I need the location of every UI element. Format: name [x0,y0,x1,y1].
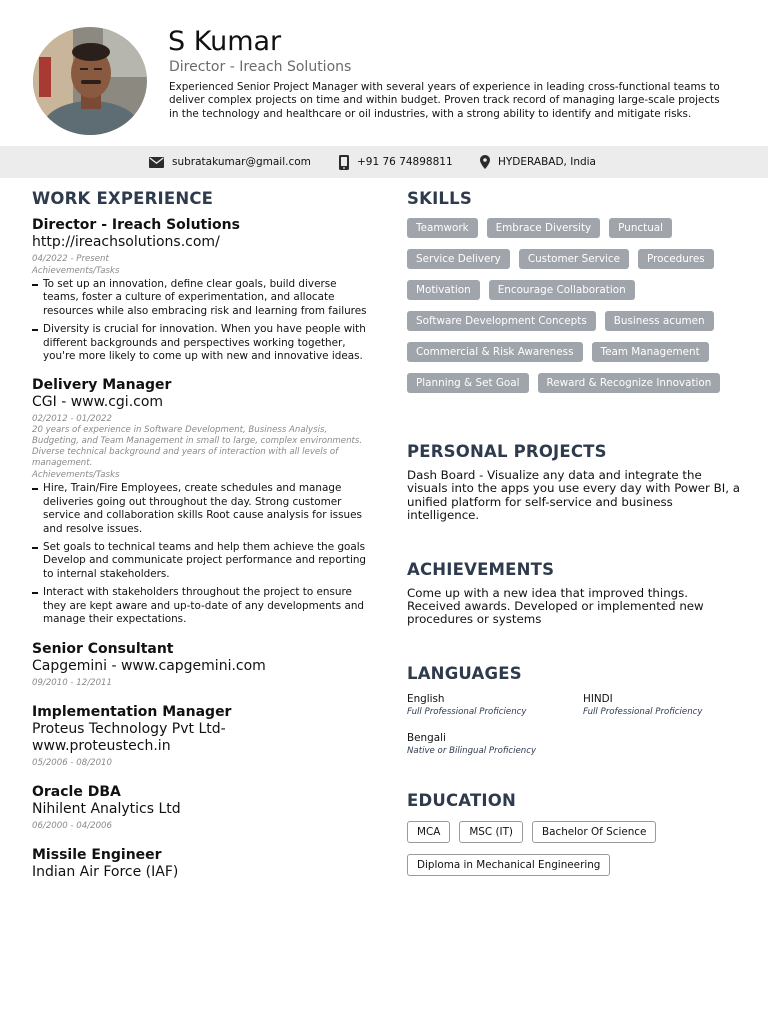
job-company: Nihilent Analytics Ltd [32,800,181,817]
list-item: Hire, Train/Fire Employees, create schedules and manage deliveries going out throughout the day. Strong customer service and collaboration skills Root cause analysis for issues and resolve issues. [32,482,367,536]
job-company[interactable]: http://ireachsolutions.com/ [32,234,220,250]
candidate-role: Director - Ireach Solutions [169,59,352,75]
list-item: To set up an innovation, define clear goals, build diverse teams, foster a culture of experimentation, and allocate resources while also embracing risk and learning from failures [32,278,367,318]
education-title: EDUCATION [407,790,516,810]
job-company: Capgemini - www.capgemini.com [32,657,266,674]
job-date: 05/2006 - 08/2010 [32,757,112,768]
education-tag: MSC (IT) [459,821,523,843]
work-experience-title: WORK EXPERIENCE [32,189,214,208]
achievements-list [32,482,367,626]
languages-list [407,693,742,757]
phone-icon [339,155,349,170]
achievements-list [32,278,367,363]
language-item [407,693,583,718]
skill-tag: Teamwork [407,218,478,238]
email-text: subratakumar@gmail.com [172,156,311,168]
skill-tag: Motivation [407,280,480,300]
education-tags [407,821,742,887]
work-experience-section [32,188,367,881]
job-company: Proteus Technology Pvt Ltd-www.proteustech.in [32,720,226,754]
skill-tag: Customer Service [519,249,629,269]
skill-tag: Encourage Collaboration [489,280,635,300]
list-item: Diversity is crucial for innovation. When you have people with different backgrounds and perspectives working together, you're more likely to come up with new and innovative ideas. [32,323,367,363]
phone-text: +91 76 74898811 [357,156,453,168]
language-name: Bengali [407,731,446,744]
education-tag: Diploma in Mechanical Engineering [407,854,610,876]
job-title: Missile Engineer [32,846,162,863]
languages-section [407,663,742,757]
job-date: 09/2010 - 12/2011 [32,677,112,688]
skill-tag: Service Delivery [407,249,510,269]
achievements-label: Achievements/Tasks [32,266,120,276]
achievements-title: ACHIEVEMENTS [407,559,555,579]
job-date: 04/2022 - Present [32,254,109,264]
job-entry [32,847,367,881]
achievements-section [407,559,742,627]
job-description: 20 years of experience in Software Development, Business Analysis, Budgeting, and Team Management in small to large, complex environments. Diverse technical background and years of interaction with all levels of management. [32,425,363,469]
skill-tag: Planning & Set Goal [407,373,529,393]
personal-projects-title: PERSONAL PROJECTS [407,442,607,461]
right-column [407,188,742,887]
education-tag: MCA [407,821,450,843]
location-pin-icon [480,155,490,169]
location-text: HYDERABAD, India [498,156,596,168]
profile-photo [33,27,147,135]
personal-projects-text: Dash Board - Visualize any data and integrate the visuals into the apps you use every day with Power BI, a unified platform for self-service and business intelligence. [407,468,740,523]
skills-tags [407,218,742,404]
achievements-label: Achievements/Tasks [32,470,120,481]
skills-section [407,188,742,404]
job-entry [32,704,367,769]
job-title: Delivery Manager [32,377,172,394]
personal-projects-section [407,441,742,523]
language-level: Full Professional Proficiency [583,706,703,717]
job-entry [32,784,367,832]
contact-location [480,146,596,178]
candidate-name: S Kumar [168,26,282,57]
job-entry [32,641,367,689]
language-level: Native or Bilingual Proficiency [407,745,537,756]
skill-tag: Software Development Concepts [407,311,596,331]
language-level: Full Professional Proficiency [407,706,527,717]
job-title: Oracle DBA [32,783,121,800]
job-title: Implementation Manager [32,703,232,720]
language-item [583,693,743,718]
skill-tag: Embrace Diversity [487,218,601,238]
languages-title: LANGUAGES [407,663,522,683]
contact-bar [0,146,768,178]
profile-summary: Experienced Senior Project Manager with several years of experience in leading cross-functional teams to deliver complex projects on time and within budget. Proven track record of managing large-scale projects in the technology and healthcare or oil industries, with a strong ability to identify and mitigate risks. [169,81,720,120]
skill-tag: Commercial & Risk Awareness [407,342,583,362]
contact-email[interactable] [149,146,311,178]
education-tag: Bachelor Of Science [532,821,656,843]
envelope-icon [149,157,164,168]
job-date: 06/2000 - 04/2006 [32,820,112,831]
job-company: Indian Air Force (IAF) [32,863,179,880]
achievements-text: Come up with a new idea that improved things. Received awards. Developed or implemented new procedures or systems [407,585,704,627]
list-item: Set goals to technical teams and help them achieve the goals Develop and communicate project performance and reporting to internal stakeholders. [32,541,367,581]
list-item: Interact with stakeholders throughout the project to ensure they are kept aware and up-to-date of any developments and manage their expectations. [32,586,367,626]
skills-title: SKILLS [407,189,472,208]
job-title: Director - Ireach Solutions [32,217,240,233]
language-item [407,732,583,757]
job-date: 02/2012 - 01/2022 [32,414,112,425]
skill-tag: Business acumen [605,311,714,331]
contact-phone[interactable] [339,146,453,178]
language-name: HINDI [583,692,613,705]
education-section [407,790,742,887]
skill-tag: Procedures [638,249,714,269]
skill-tag: Team Management [592,342,709,362]
job-company: CGI - www.cgi.com [32,394,164,411]
skill-tag: Reward & Recognize Innovation [538,373,721,393]
language-name: English [407,692,445,705]
resume-header [0,0,768,146]
job-title: Senior Consultant [32,640,174,657]
skill-tag: Punctual [609,218,672,238]
job-entry [32,217,367,363]
job-entry [32,377,367,626]
